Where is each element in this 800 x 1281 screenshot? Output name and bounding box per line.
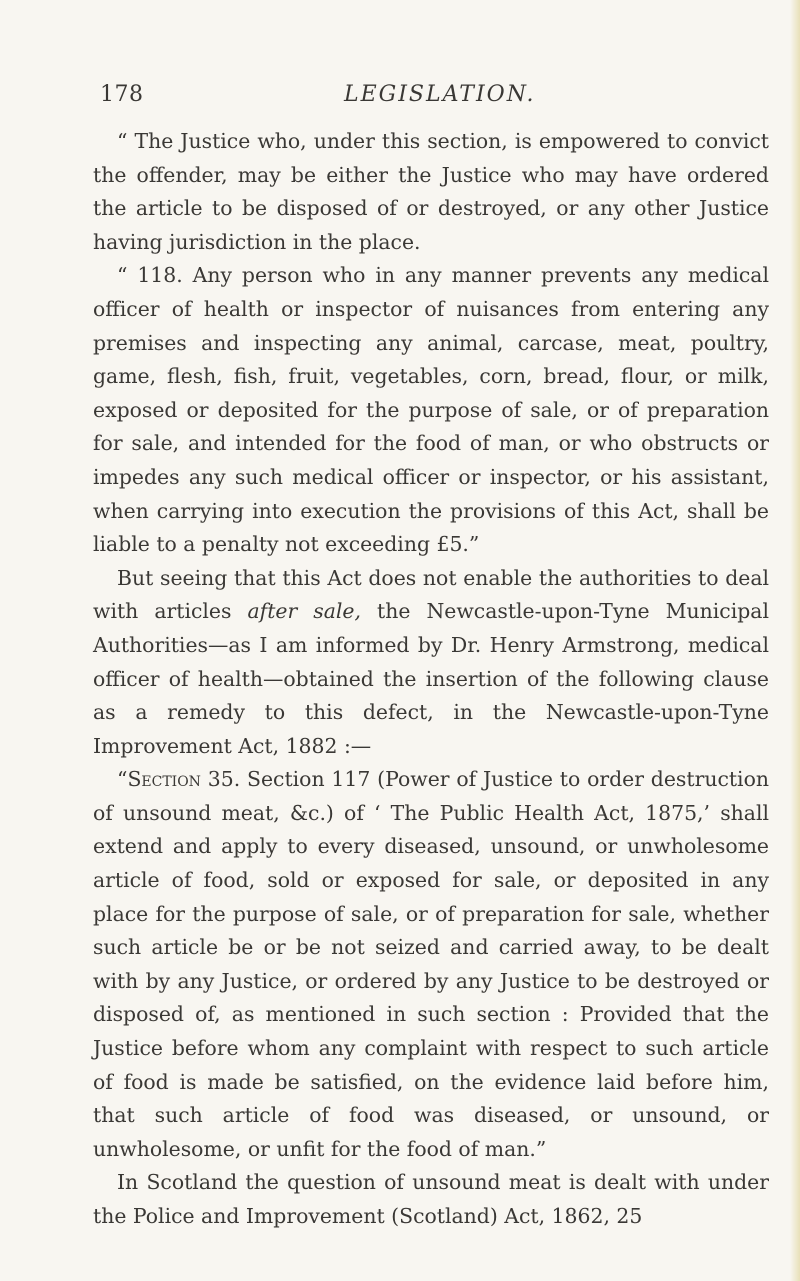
opening-quote: “ <box>117 767 128 792</box>
section-label: Section <box>127 767 201 792</box>
paragraph-justice-convict: “ The Justice who, under this section, is empowered to convict the offender, may be either the Justice who may have ordered the article to be disposed of or destroyed, or any other Justice having jurisdiction in the place. <box>93 129 769 254</box>
paragraph-text: 35. Section 117 (Power of Justice to order destruction of unsound meat, &c.) of ‘ The Public Health Act, 1875,’ shall extend and apply to every diseased, unsound, or unwholesome article of food, sold or exposed for sale, or deposited in any place for the purpose of sale, or of preparation for sale, whether such article be or be not seized and carried away, to be dealt with by any Justice, or ordered by any Justice to be destroyed or disposed of, as mentioned in such section : Provided that the Justice before whom any complaint with respect to such article of food is made be satisfied, on the evidence laid before him, that such article of food was diseased, or unsound, or unwholesome, or unfit for the food of man.” <box>93 767 769 1161</box>
italic-phrase: after sale, <box>247 599 361 624</box>
page-edge <box>790 0 800 1281</box>
paragraph-newcastle-act <box>93 562 769 764</box>
paragraph-section-118: “ 118. Any person who in any manner prevents any medical officer of health or inspector of nuisances from entering any premises and inspecting any animal, carcase, meat, poultry, game, flesh, fish, fruit, vegetables, corn, bread, flour, or milk, exposed or deposited for the purpose of sale, or of preparation for sale, and intended for the food of man, or who obstructs or impedes any such medical officer or inspector, or his assistant, when carrying into execution the provisions of this Act, shall be liable to a penalty not exceeding £5.” <box>93 263 769 557</box>
text-body <box>93 125 769 1234</box>
running-head: LEGISLATION. <box>344 82 536 107</box>
page-header <box>100 82 780 122</box>
paragraph-section-35 <box>93 763 769 1166</box>
page-number: 178 <box>100 82 144 107</box>
paragraph-text: the Newcastle-upon-Tyne Municipal Authorities—as I am informed by Dr. Henry Armstrong, medical officer of health—obtained the insertion of the following clause as a remedy to this defect, in the Newcastle-upon-Tyne Improvement Act, 1882 :— <box>93 599 769 758</box>
paragraph-text: But seeing that this Act does not enable the authorities to deal with articles <box>93 565 769 624</box>
paragraph-scotland: In Scotland the question of unsound meat is dealt with under the Police and Improvement (Scotland) Act, 1862, 25 <box>93 1170 769 1228</box>
